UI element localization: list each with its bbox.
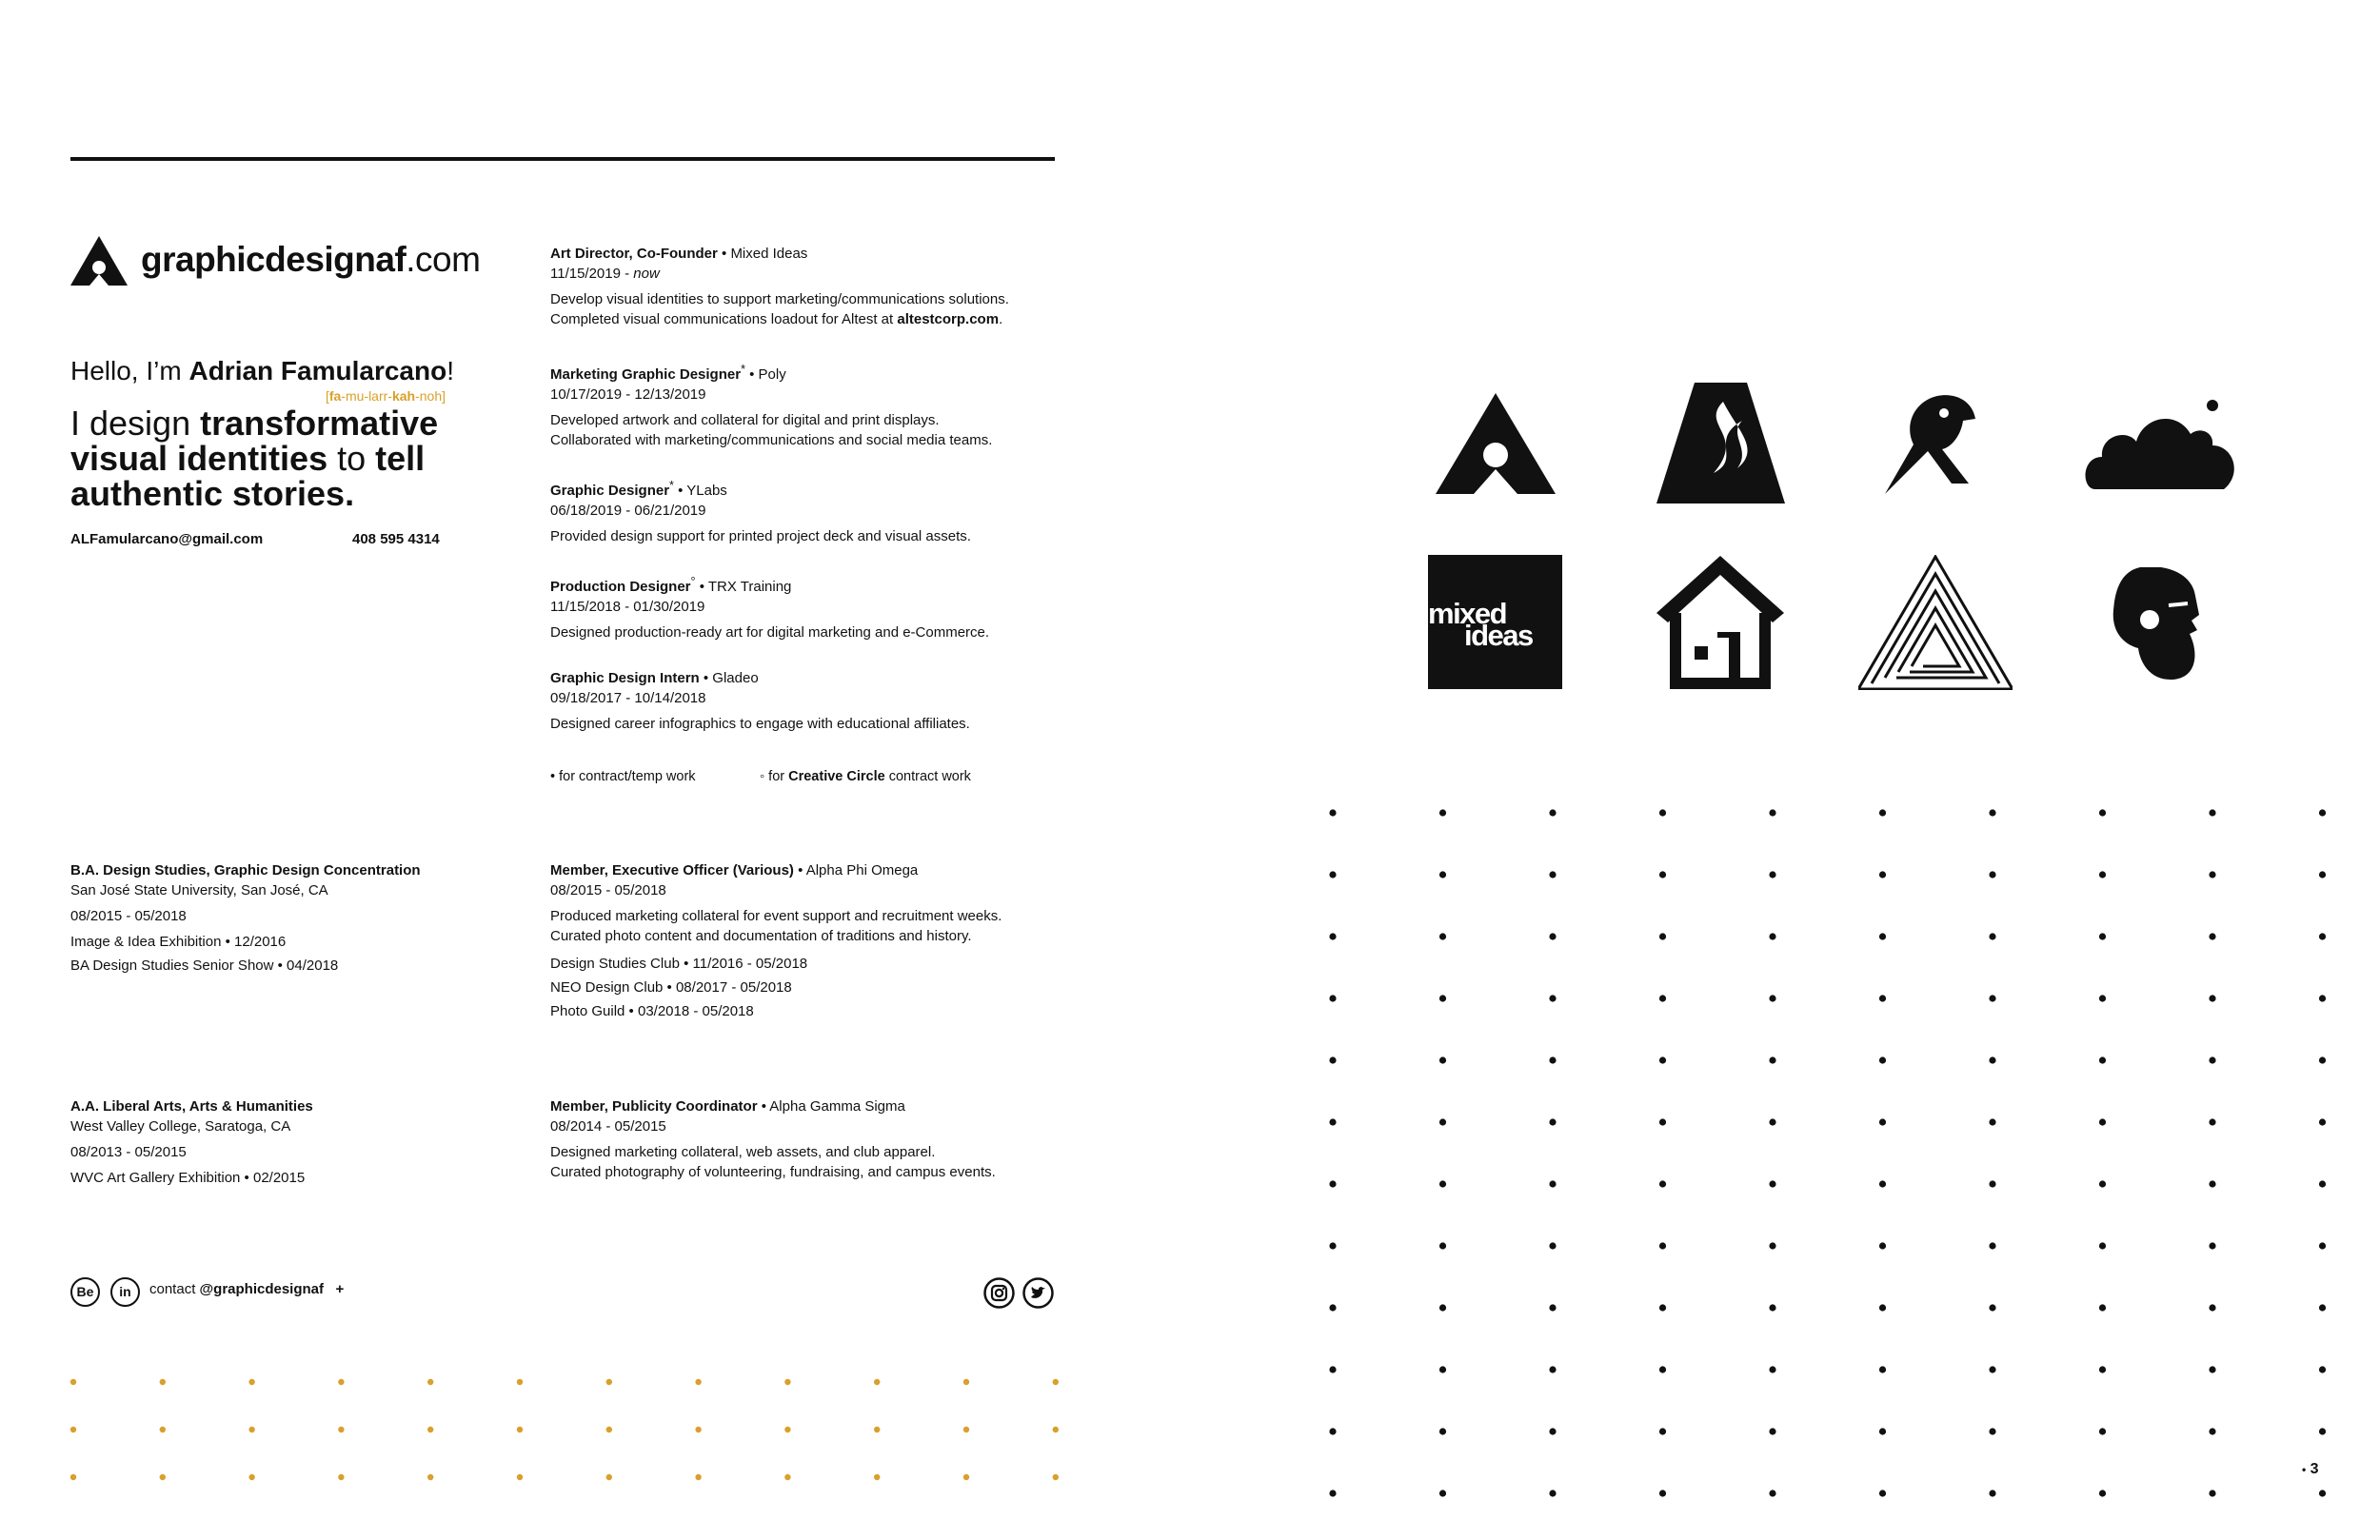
line-triangle-logo xyxy=(1858,555,2013,690)
education-item: B.A. Design Studies, Graphic Design Concentration San José State University, San José, CA 08/2015 - 05/2018 Image & Idea Exhibition • 12/2016 BA Design Studies Senior Show • 04/2018 xyxy=(70,862,421,974)
mixed-ideas-wordmark: mixed ideas xyxy=(1428,597,1533,652)
black-dot xyxy=(2209,1056,2215,1063)
black-dot xyxy=(2099,809,2106,816)
experience-item: Graphic Design Intern • Gladeo 09/18/2017 - 10/14/2018 Designed career infographics to engage with educational affiliates. xyxy=(550,670,970,732)
orange-dot xyxy=(248,1427,254,1432)
orange-dot xyxy=(963,1379,969,1385)
black-dot xyxy=(1659,1428,1666,1434)
black-dot xyxy=(2319,1242,2326,1249)
black-dot xyxy=(2209,1242,2215,1249)
black-dot xyxy=(2319,1118,2326,1125)
black-dot xyxy=(1879,1428,1886,1434)
black-dot xyxy=(1549,1304,1556,1311)
experience-item: Production Designer° • TRX Training 11/15/2018 - 01/30/2019 Designed production-ready art for digital marketing and e-Commerce. xyxy=(550,575,990,641)
instagram-icon[interactable] xyxy=(983,1277,1015,1309)
black-dot xyxy=(1329,1490,1336,1496)
black-dot xyxy=(1989,1490,1995,1496)
orange-dot xyxy=(517,1427,523,1432)
black-dot xyxy=(1659,1180,1666,1187)
orange-dot xyxy=(963,1474,969,1480)
page-number: • 3 xyxy=(2302,1461,2319,1477)
black-dot xyxy=(1769,1304,1775,1311)
orange-dot xyxy=(248,1379,254,1385)
black-dot xyxy=(1989,1242,1995,1249)
black-dot xyxy=(1549,1180,1556,1187)
black-dot xyxy=(1329,871,1336,878)
black-dot xyxy=(1989,809,1995,816)
phone[interactable]: 408 595 4314 xyxy=(352,531,440,547)
black-dot xyxy=(1549,871,1556,878)
black-dot xyxy=(1769,1056,1775,1063)
orange-dot xyxy=(1053,1427,1059,1432)
black-dot xyxy=(2319,871,2326,878)
orange-dot-grid xyxy=(57,1363,1066,1487)
black-dot xyxy=(2209,933,2215,939)
black-dot xyxy=(1329,1118,1336,1125)
orange-dot xyxy=(606,1474,612,1480)
legend-contract: • for contract/temp work xyxy=(550,769,696,784)
experience-item: Art Director, Co-Founder • Mixed Ideas 11/15/2019 - now Develop visual identities to support marketing/communications solutions. Completed visual communications loadout for Altest at altestcorp.com. xyxy=(550,246,1009,327)
black-dot xyxy=(1879,1056,1886,1063)
black-dot xyxy=(1769,1118,1775,1125)
black-dot xyxy=(2099,1242,2106,1249)
mixed-ideas-logo xyxy=(1428,555,1562,689)
orange-dot xyxy=(606,1427,612,1432)
black-dot xyxy=(1659,871,1666,878)
orange-dot xyxy=(160,1474,166,1480)
orange-dot xyxy=(338,1474,344,1480)
orange-dot xyxy=(248,1474,254,1480)
black-dot xyxy=(1549,809,1556,816)
black-dot xyxy=(2099,1490,2106,1496)
black-dot xyxy=(1659,1242,1666,1249)
black-dot xyxy=(1549,1428,1556,1434)
black-dot xyxy=(2319,1366,2326,1372)
black-dot xyxy=(1549,1490,1556,1496)
black-dot xyxy=(1329,1180,1336,1187)
black-dot-grid xyxy=(1314,798,2342,1502)
black-dot xyxy=(1439,1242,1446,1249)
orange-dot xyxy=(427,1427,433,1432)
experience-item: Graphic Designer* • YLabs 06/18/2019 - 06/21/2019 Provided design support for printed project deck and visual assets. xyxy=(550,479,971,544)
black-dot xyxy=(1439,1366,1446,1372)
orange-dot xyxy=(695,1379,701,1385)
orange-dot xyxy=(338,1427,344,1432)
black-dot xyxy=(1879,1304,1886,1311)
black-dot xyxy=(2209,809,2215,816)
black-dot xyxy=(1769,1428,1775,1434)
orange-dot xyxy=(1053,1474,1059,1480)
black-dot xyxy=(1659,1056,1666,1063)
black-dot xyxy=(1439,1056,1446,1063)
black-dot xyxy=(1769,1490,1775,1496)
black-dot xyxy=(1879,809,1886,816)
tagline: I design transformative visual identities to tell authentic stories. xyxy=(70,404,439,513)
black-dot xyxy=(1769,871,1775,878)
orange-dot xyxy=(784,1474,790,1480)
linkedin-icon[interactable]: in xyxy=(110,1277,140,1307)
legend-creative-circle: ◦ for Creative Circle contract work xyxy=(760,769,971,784)
black-dot xyxy=(2319,1056,2326,1063)
black-dot xyxy=(1439,809,1446,816)
black-dot xyxy=(1989,1056,1995,1063)
orange-dot xyxy=(695,1427,701,1432)
orange-dot xyxy=(874,1474,880,1480)
cloud-logo xyxy=(2081,398,2239,489)
orange-dot xyxy=(784,1427,790,1432)
orange-dot xyxy=(784,1379,790,1385)
black-dot xyxy=(1549,1242,1556,1249)
black-dot xyxy=(1329,1366,1336,1372)
education-item: A.A. Liberal Arts, Arts & Humanities West Valley College, Saratoga, CA 08/2013 - 05/2015 WVC Art Gallery Exhibition • 02/2015 xyxy=(70,1098,313,1186)
orange-dot xyxy=(695,1474,701,1480)
af-logo-icon xyxy=(70,236,128,286)
bearded-face-logo xyxy=(2112,567,2207,680)
black-dot xyxy=(2209,1304,2215,1311)
twitter-icon[interactable] xyxy=(1022,1277,1054,1309)
black-dot xyxy=(1989,871,1995,878)
black-dot xyxy=(2209,871,2215,878)
black-dot xyxy=(1879,871,1886,878)
black-dot xyxy=(2209,1180,2215,1187)
black-dot xyxy=(2209,1366,2215,1372)
black-dot xyxy=(2209,995,2215,1001)
black-dot xyxy=(1329,1242,1336,1249)
black-dot xyxy=(1329,995,1336,1001)
orange-dot xyxy=(517,1379,523,1385)
contact-handle[interactable]: contact @graphicdesignaf + xyxy=(149,1281,345,1297)
black-dot xyxy=(2099,871,2106,878)
af-monogram-logo xyxy=(1436,393,1556,494)
house-logo xyxy=(1656,556,1784,689)
site-name: graphicdesignaf.com xyxy=(141,240,481,279)
black-dot xyxy=(1439,1490,1446,1496)
black-dot xyxy=(1439,1118,1446,1125)
black-dot xyxy=(1989,933,1995,939)
black-dot xyxy=(1329,1304,1336,1311)
experience-item: Marketing Graphic Designer* • Poly 10/17/2019 - 12/13/2019 Developed artwork and collateral for digital and print displays. Collaborated with marketing/communications and social media teams. xyxy=(550,363,993,448)
black-dot xyxy=(2319,933,2326,939)
black-dot xyxy=(1659,995,1666,1001)
black-dot xyxy=(1549,933,1556,939)
black-dot xyxy=(1989,995,1995,1001)
black-dot xyxy=(1549,995,1556,1001)
orange-dot xyxy=(160,1427,166,1432)
orange-dot xyxy=(606,1379,612,1385)
black-dot xyxy=(1659,933,1666,939)
orange-dot xyxy=(1053,1379,1059,1385)
black-dot xyxy=(1659,1118,1666,1125)
orange-dot xyxy=(338,1379,344,1385)
black-dot xyxy=(1879,1242,1886,1249)
black-dot xyxy=(1879,1366,1886,1372)
black-dot xyxy=(1439,871,1446,878)
black-dot xyxy=(2319,1428,2326,1434)
email[interactable]: ALFamularcano@gmail.com xyxy=(70,531,264,547)
black-dot xyxy=(2209,1490,2215,1496)
black-dot xyxy=(1989,1180,1995,1187)
orange-dot xyxy=(874,1379,880,1385)
black-dot xyxy=(1549,1056,1556,1063)
behance-icon[interactable]: Be xyxy=(70,1277,100,1307)
black-dot xyxy=(1879,995,1886,1001)
black-dot xyxy=(1659,1490,1666,1496)
black-dot xyxy=(2099,933,2106,939)
black-dot xyxy=(2099,995,2106,1001)
black-dot xyxy=(2209,1118,2215,1125)
black-dot xyxy=(1769,933,1775,939)
black-dot xyxy=(1439,1304,1446,1311)
orange-dot xyxy=(427,1379,433,1385)
black-dot xyxy=(1439,1180,1446,1187)
black-dot xyxy=(1439,995,1446,1001)
black-dot xyxy=(1989,1366,1995,1372)
black-dot xyxy=(1549,1366,1556,1372)
black-dot xyxy=(1549,1118,1556,1125)
black-dot xyxy=(1769,995,1775,1001)
black-dot xyxy=(2319,1490,2326,1496)
black-dot xyxy=(2099,1118,2106,1125)
black-dot xyxy=(1329,933,1336,939)
black-dot xyxy=(1439,1428,1446,1434)
orange-dot xyxy=(70,1379,76,1385)
black-dot xyxy=(1329,809,1336,816)
black-dot xyxy=(1439,933,1446,939)
orange-dot xyxy=(517,1474,523,1480)
black-dot xyxy=(1879,1490,1886,1496)
black-dot xyxy=(2099,1056,2106,1063)
flame-a-logo xyxy=(1656,383,1785,503)
black-dot xyxy=(1769,1180,1775,1187)
black-dot xyxy=(1989,1304,1995,1311)
black-dot xyxy=(1879,1180,1886,1187)
black-dot xyxy=(2099,1304,2106,1311)
black-dot xyxy=(1769,1366,1775,1372)
black-dot xyxy=(1769,1242,1775,1249)
black-dot xyxy=(1329,1428,1336,1434)
orange-dot xyxy=(427,1474,433,1480)
black-dot xyxy=(2099,1366,2106,1372)
black-dot xyxy=(1989,1118,1995,1125)
black-dot xyxy=(1329,1056,1336,1063)
black-dot xyxy=(2319,995,2326,1001)
black-dot xyxy=(1659,809,1666,816)
activity-item: Member, Executive Officer (Various) • Alpha Phi Omega 08/2015 - 05/2018 Produced marketing collateral for event support and recruitment weeks. Curated photo content and documentation of traditions and history. Design Studies Club • 11/2016 - 05/2018 NEO Design Club • 08/2017 - 05/2018 Photo Guild • 03/2018 - 05/2018 xyxy=(550,862,1002,1019)
black-dot xyxy=(2099,1428,2106,1434)
black-dot xyxy=(1879,1118,1886,1125)
black-dot xyxy=(2209,1428,2215,1434)
black-dot xyxy=(1659,1304,1666,1311)
black-dot xyxy=(1659,1366,1666,1372)
black-dot xyxy=(2319,809,2326,816)
pronunciation: [fa-mu-larr-kah-noh] xyxy=(325,388,446,404)
orange-dot xyxy=(874,1427,880,1432)
orange-dot xyxy=(70,1427,76,1432)
black-dot xyxy=(1989,1428,1995,1434)
black-dot xyxy=(1769,809,1775,816)
top-rule xyxy=(70,157,1055,161)
black-dot xyxy=(2319,1180,2326,1187)
activity-item: Member, Publicity Coordinator • Alpha Gamma Sigma 08/2014 - 05/2015 Designed marketing collateral, web assets, and club apparel. Curated photography of volunteering, fundraising, and campus events. xyxy=(550,1098,996,1180)
black-dot xyxy=(1879,933,1886,939)
bird-r-logo xyxy=(1885,392,1975,494)
orange-dot xyxy=(160,1379,166,1385)
black-dot xyxy=(2319,1304,2326,1311)
black-dot xyxy=(2099,1180,2106,1187)
greeting: Hello, I’m Adrian Famularcano! xyxy=(70,356,454,385)
orange-dot xyxy=(70,1474,76,1480)
orange-dot xyxy=(963,1427,969,1432)
